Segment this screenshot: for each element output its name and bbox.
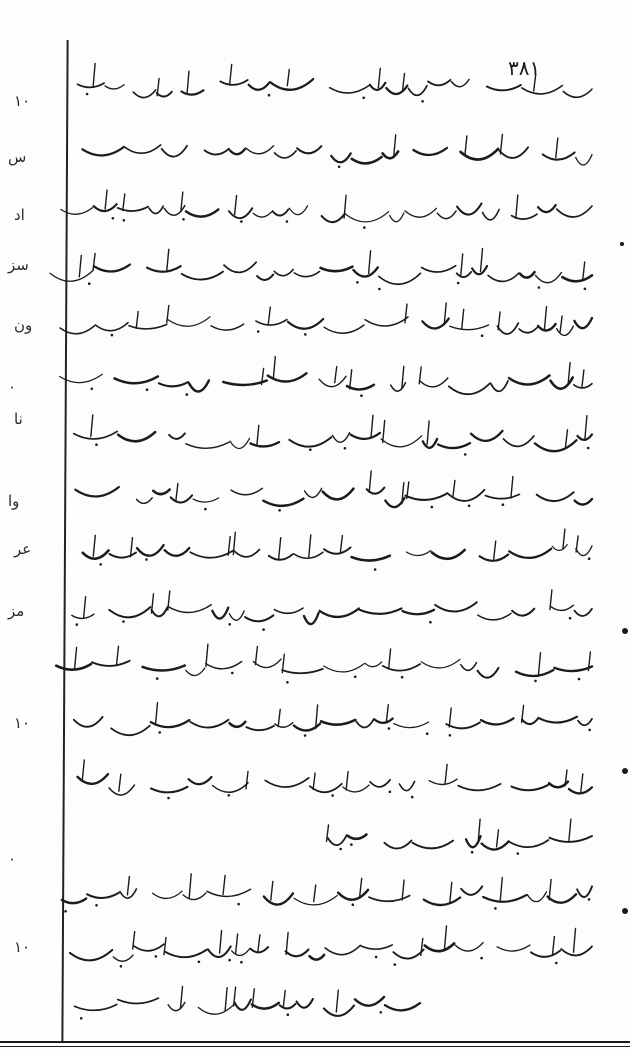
diacritic-dot	[338, 166, 341, 169]
diacritic-dot	[99, 563, 102, 566]
diacritic-dot	[449, 734, 452, 737]
diacritic-dot	[380, 1011, 383, 1014]
pen-stroke	[562, 275, 592, 281]
margin-mark: سز	[8, 256, 29, 274]
diacritic-dot	[198, 961, 201, 964]
diacritic-dot	[86, 93, 89, 96]
diacritic-dot	[240, 220, 243, 223]
diacritic-dot	[360, 394, 363, 397]
diacritic-dot	[111, 334, 114, 337]
diacritic-dot	[352, 903, 355, 906]
diacritic-dot	[374, 568, 377, 571]
diacritic-dot	[64, 910, 67, 913]
diacritic-dot	[411, 796, 414, 799]
diacritic-dot	[156, 677, 159, 680]
diacritic-dot	[287, 1013, 290, 1016]
diacritic-dot	[588, 729, 591, 732]
diacritic-dot	[91, 388, 94, 391]
diacritic-dot	[481, 334, 484, 337]
pen-stroke	[113, 955, 133, 961]
margin-mark: مز	[8, 602, 25, 620]
diacritic-dot	[389, 791, 392, 794]
diacritic-dot	[587, 447, 590, 450]
binding-dot	[622, 908, 628, 914]
diacritic-dot	[429, 621, 432, 624]
margin-mark: س	[8, 148, 27, 166]
diacritic-dot	[257, 330, 260, 333]
diacritic-dot	[80, 1017, 83, 1020]
diacritic-dot	[471, 851, 474, 854]
diacritic-dot	[167, 797, 170, 800]
diacritic-dot	[95, 904, 98, 907]
diacritic-dot	[228, 623, 231, 626]
diacritic-dot	[457, 282, 460, 285]
pen-stroke	[157, 92, 172, 97]
diacritic-dot	[588, 557, 591, 560]
diacritic-dot	[76, 623, 79, 626]
diacritic-dot	[309, 448, 312, 451]
diacritic-dot	[394, 963, 397, 966]
diacritic-dot	[158, 731, 161, 734]
margin-mark: ۱۰	[14, 938, 31, 956]
diacritic-dot	[182, 218, 185, 221]
diacritic-dot	[468, 505, 471, 508]
margin-mark: اد	[14, 206, 25, 224]
margin-mark: ون	[14, 316, 33, 334]
diacritic-dot	[494, 907, 497, 910]
diacritic-dot	[401, 676, 404, 679]
margin-mark: ۱۰	[14, 714, 31, 732]
diacritic-dot	[122, 620, 125, 623]
diacritic-dot	[431, 506, 434, 509]
diacritic-dot	[578, 678, 581, 681]
diacritic-dot	[339, 848, 342, 851]
diacritic-dot	[240, 961, 243, 964]
diacritic-dot	[228, 794, 231, 797]
diacritic-dot	[584, 288, 587, 291]
diacritic-dot	[356, 281, 359, 284]
diacritic-dot	[145, 558, 148, 561]
binding-dot	[622, 628, 628, 634]
diacritic-dot	[278, 509, 281, 512]
diacritic-dot	[286, 220, 289, 223]
diacritic-dot	[268, 94, 271, 97]
diacritic-dot	[517, 852, 520, 855]
diacritic-dot	[555, 962, 558, 965]
diacritic-dot	[480, 957, 483, 960]
diacritic-dot	[363, 226, 366, 229]
binding-dot	[622, 768, 628, 774]
margin-mark: عر	[14, 540, 32, 558]
diacritic-dot	[538, 286, 541, 289]
diacritic-dot	[464, 453, 467, 456]
margin-mark: وا	[8, 492, 20, 510]
diacritic-dot	[378, 288, 381, 291]
diacritic-dot	[421, 100, 424, 103]
margin-mark: ۱۰	[14, 92, 31, 110]
diacritic-dot	[112, 217, 115, 220]
diacritic-dot	[502, 503, 505, 506]
diacritic-dot	[569, 617, 572, 620]
pen-stroke	[245, 615, 273, 621]
diacritic-dot	[304, 734, 307, 737]
diacritic-dot	[204, 508, 207, 511]
margin-mark: ۰	[8, 378, 17, 396]
pen-stroke	[352, 556, 390, 561]
diacritic-dot	[88, 282, 91, 285]
diacritic-dot	[304, 333, 307, 336]
diacritic-dot	[186, 393, 189, 396]
margin-mark: ۰	[8, 850, 17, 868]
pen-stroke	[75, 647, 77, 668]
margin-mark: نا	[14, 410, 23, 428]
diacritic-dot	[146, 388, 149, 391]
diacritic-dot	[123, 219, 126, 222]
diacritic-dot	[262, 628, 265, 631]
diacritic-dot	[426, 732, 429, 735]
folio-number: ٣٨١	[508, 56, 541, 80]
diacritic-dot	[120, 965, 123, 968]
diacritic-dot	[354, 676, 357, 679]
diacritic-dot	[331, 794, 334, 797]
diacritic-dot	[228, 959, 231, 962]
diacritic-dot	[237, 903, 240, 906]
diacritic-dot	[286, 681, 289, 684]
diacritic-dot	[362, 97, 365, 100]
diacritic-dot	[231, 672, 234, 675]
diacritic-dot	[344, 447, 347, 450]
binding-dot	[620, 242, 624, 246]
diacritic-dot	[534, 680, 537, 683]
